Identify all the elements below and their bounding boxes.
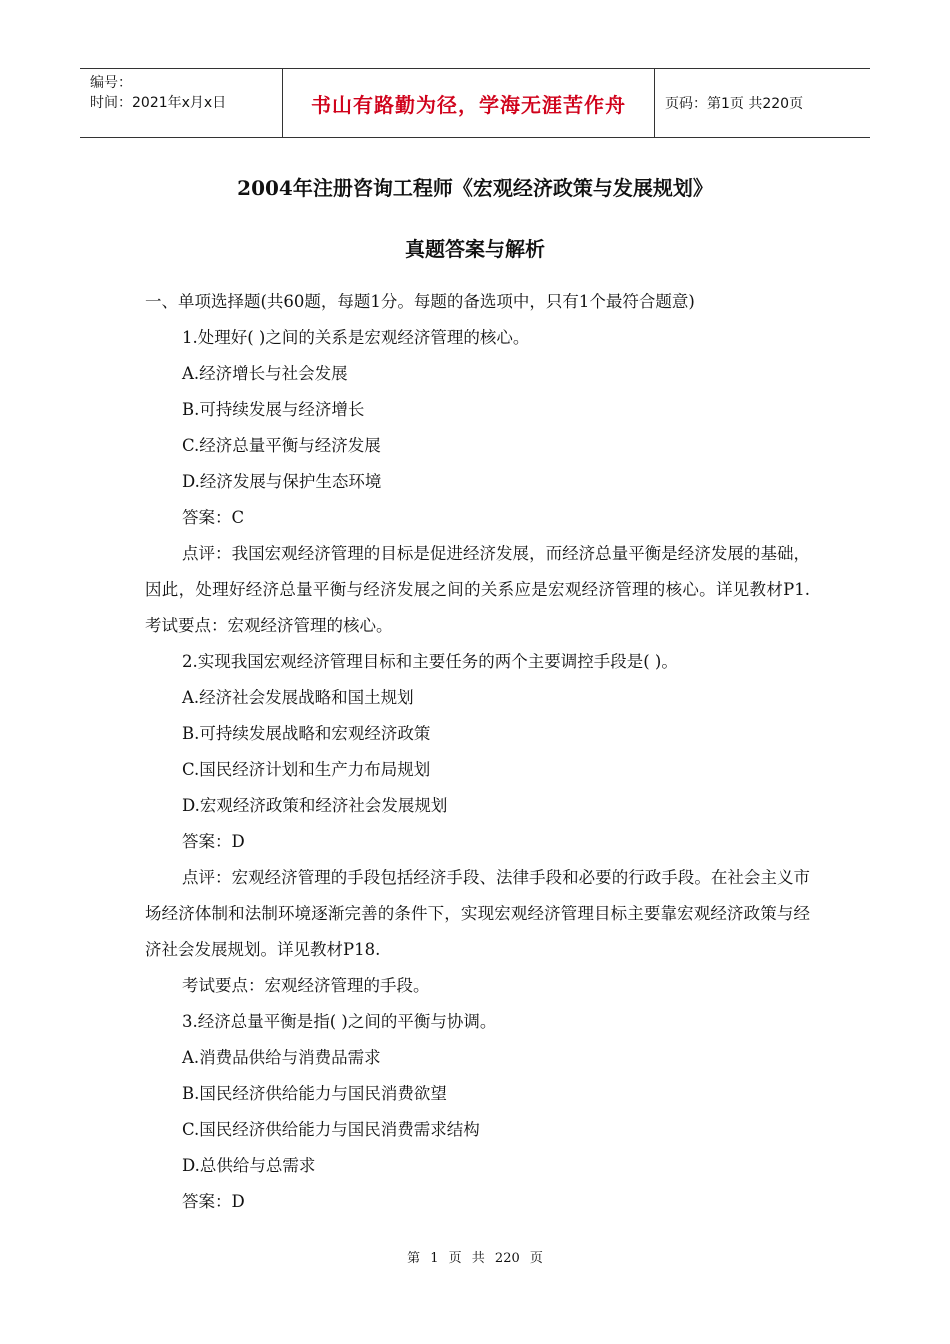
option-c: C.经济总量平衡与经济发展 xyxy=(182,436,381,455)
page-info: 页码：第1页 共220页 xyxy=(665,96,804,112)
answer: 答案：C xyxy=(182,508,245,527)
section-heading: 一、单项选择题(共60题，每题1分。每题的备选项中，只有1个最符合题意) xyxy=(145,292,695,311)
document-subtitle: 真题答案与解析 xyxy=(405,237,545,261)
question-stem: 1.处理好( )之间的关系是宏观经济管理的核心。 xyxy=(182,328,530,347)
document-title: 2004年注册咨询工程师《宏观经济政策与发展规划》 xyxy=(237,176,713,200)
answer: 答案：D xyxy=(182,1192,245,1211)
page-footer: 第 1 页 共 220 页 xyxy=(407,1251,543,1266)
option-b: B.国民经济供给能力与国民消费欲望 xyxy=(182,1084,447,1103)
option-b: B.可持续发展战略和宏观经济政策 xyxy=(182,724,431,743)
question-stem: 3.经济总量平衡是指( )之间的平衡与协调。 xyxy=(182,1012,497,1031)
header-meta-cell xyxy=(80,69,283,137)
option-a: A.经济社会发展战略和国土规划 xyxy=(182,688,414,707)
number-label: 编号： xyxy=(90,75,132,91)
comment: 点评：宏观经济管理的手段包括经济手段、法律手段和必要的行政手段。在社会主义市场经济体制和法制环境逐渐完善的条件下，实现宏观经济管理目标主要靠宏观经济政策与经济社会发展规划。详见教材P18. xyxy=(145,868,810,959)
answer: 答案：D xyxy=(182,832,245,851)
time-label: 时间：2021年x月x日 xyxy=(90,95,227,111)
question-stem: 2.实现我国宏观经济管理目标和主要任务的两个主要调控手段是( )。 xyxy=(182,652,678,671)
comment: 点评：我国宏观经济管理的目标是促进经济发展，而经济总量平衡是经济发展的基础，因此，处理好经济总量平衡与经济发展之间的关系应是宏观经济管理的核心。详见教材P1.考试要点：宏观经济管理的核心。 xyxy=(145,544,810,635)
header-table xyxy=(80,68,870,138)
option-d: D.经济发展与保护生态环境 xyxy=(182,472,382,491)
option-c: C.国民经济供给能力与国民消费需求结构 xyxy=(182,1120,480,1139)
option-d: D.宏观经济政策和经济社会发展规划 xyxy=(182,796,448,815)
option-c: C.国民经济计划和生产力布局规划 xyxy=(182,760,431,779)
document-body xyxy=(145,284,810,1220)
key-point: 考试要点：宏观经济管理的手段。 xyxy=(182,976,430,995)
option-b: B.可持续发展与经济增长 xyxy=(182,400,365,419)
motto: 书山有路勤为径，学海无涯苦作舟 xyxy=(283,69,655,137)
option-d: D.总供给与总需求 xyxy=(182,1156,316,1175)
option-a: A.经济增长与社会发展 xyxy=(182,364,348,383)
option-a: A.消费品供给与消费品需求 xyxy=(182,1048,381,1067)
